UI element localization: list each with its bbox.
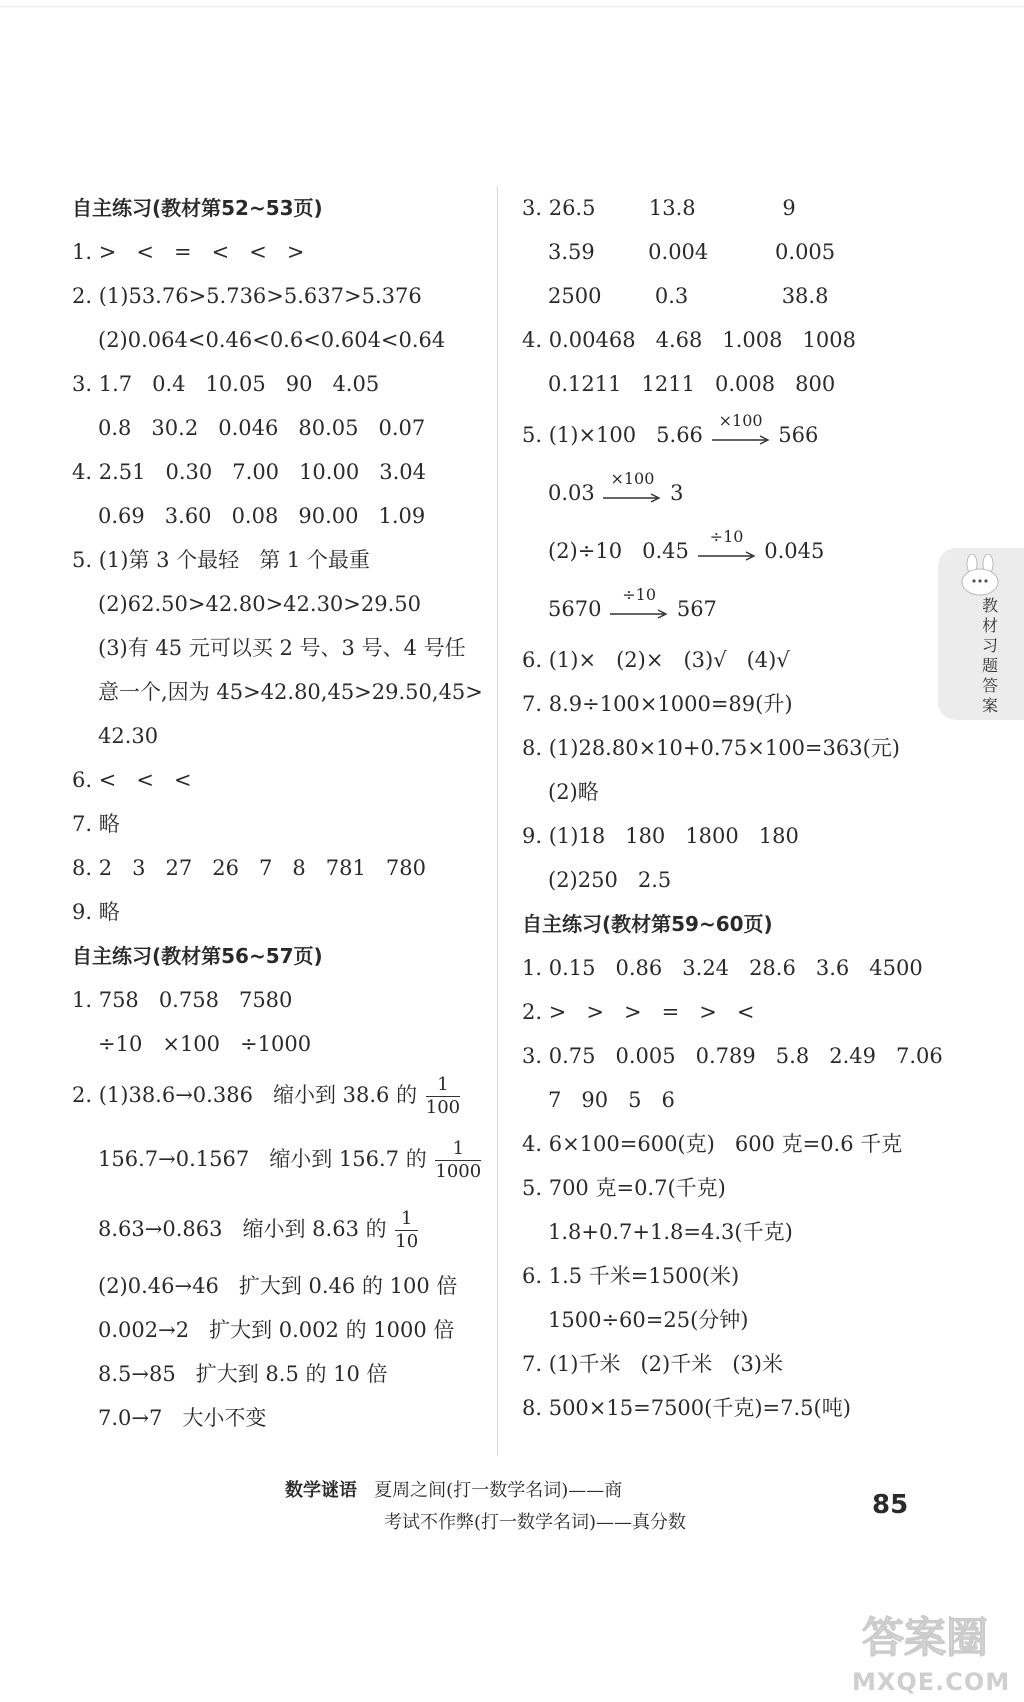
answer-result: 3 [670,481,684,505]
labeled-arrow [610,584,668,621]
answer-result: 567 [676,597,717,621]
answer-text: 4. 2.51 0.30 7.00 10.00 3.04 [72,460,426,484]
answer-line [72,450,482,494]
fraction-denominator: 1000 [435,1161,482,1182]
answer-text: 5. (1)第 3 个最轻 第 1 个最重 [72,548,370,572]
labeled-arrow [712,410,770,447]
answer-line [522,682,952,726]
answer-line [72,494,482,538]
answer-text: 9. 略 [72,900,120,924]
answer-line [522,638,952,682]
answer-text: 8. 500×15=7500(千克)=7.5(吨) [522,1396,851,1420]
answer-text: 5. (1)×100 5.66 [522,423,703,447]
section-heading [72,186,482,230]
answer-text: (2)250 2.5 [548,868,672,892]
section-heading [522,902,952,946]
answer-text: (2)0.46→46 扩大到 0.46 的 100 倍 [98,1274,458,1298]
answer-text: (2)62.50>42.80>42.30>29.50 [98,592,422,616]
arrow-icon [712,435,770,445]
answer-line [72,1124,482,1194]
answer-line [72,406,482,450]
answer-text: 0.8 30.2 0.046 80.05 0.07 [98,416,426,440]
answer-line [522,1034,952,1078]
fraction [395,1210,418,1251]
answer-text: 0.1211 1211 0.008 800 [548,372,836,396]
answer-text: 0.69 3.60 0.08 90.00 1.09 [98,504,426,528]
answer-line [72,846,482,890]
top-rule [0,6,1024,7]
answer-text: 3. 0.75 0.005 0.789 5.8 2.49 7.06 [522,1044,943,1068]
answer-line [72,1308,482,1352]
answer-text: 156.7→0.1567 缩小到 156.7 的 [98,1147,427,1171]
arrow-operation: ×100 [610,468,655,488]
footer-riddle-2: 考试不作弊(打一数学名词)——真分数 [384,1512,687,1533]
answer-line [72,1352,482,1396]
right-answer-column [522,186,952,1430]
answer-text: 9. (1)18 180 1800 180 [522,824,799,848]
answer-line [522,1254,952,1298]
answer-text: (3)有 45 元可以买 2 号、3 号、4 号任 [98,636,466,660]
answer-line [72,1022,482,1066]
answer-line [72,626,482,670]
answer-line [522,274,952,318]
fraction-numerator: 1 [435,1140,481,1161]
answer-line [522,1386,952,1430]
footer-riddle-1 [285,1476,622,1502]
answer-line [522,814,952,858]
answer-text: 0.002→2 扩大到 0.002 的 1000 倍 [98,1318,455,1342]
answer-result: 566 [778,423,819,447]
answer-line [72,890,482,934]
answer-text: 1.8+0.7+1.8=4.3(千克) [548,1220,793,1244]
answer-line [522,946,952,990]
answer-text: 8. (1)28.80×10+0.75×100=363(元) [522,736,900,760]
answer-line [522,580,952,638]
riddle-text-1: 夏周之间(打一数学名词)——商 [374,1480,623,1501]
arrow-operation: ×100 [718,410,763,430]
answer-text: 1. > < = < < > [72,240,305,264]
answer-line [522,464,952,522]
answer-line [72,1396,482,1440]
answer-line [522,230,952,274]
answer-text: 6. 1.5 千米=1500(米) [522,1264,740,1288]
watermark-logo-text: 答案圈 [862,1613,989,1662]
answer-text: 4. 0.00468 4.68 1.008 1008 [522,328,856,352]
answer-line [72,1194,482,1264]
answer-line [72,274,482,318]
answer-text: 42.30 [98,724,159,748]
answer-line [72,670,482,714]
answer-text: 8.5→85 扩大到 8.5 的 10 倍 [98,1362,388,1386]
answer-text: 1. 758 0.758 7580 [72,988,293,1012]
answer-line [522,990,952,1034]
fraction-numerator: 1 [426,1076,460,1097]
answer-line [522,770,952,814]
answer-text: 7. (1)千米 (2)千米 (3)米 [522,1352,784,1376]
answer-line [72,714,482,758]
left-answer-column [72,186,482,1440]
answer-line [72,318,482,362]
arrow-operation: ÷10 [709,526,744,546]
answer-line [72,538,482,582]
answer-text: (2)略 [548,780,599,804]
watermark-logo [858,1606,1018,1666]
answer-result: 0.045 [764,539,825,563]
answer-line [522,1078,952,1122]
answer-line [522,186,952,230]
answer-text: 6. < < < [72,768,192,792]
answer-line [72,802,482,846]
answer-text: (2)÷10 0.45 [548,539,689,563]
labeled-arrow [698,526,756,563]
riddle-label: 数学谜语 [285,1480,357,1501]
answer-text: 5670 [548,597,602,621]
answer-line [522,726,952,770]
answer-text: 5. 700 克=0.7(千克) [522,1176,726,1200]
answer-text: 8.63→0.863 缩小到 8.63 的 [98,1217,387,1241]
answer-line [72,758,482,802]
answer-line [522,1166,952,1210]
answer-line [72,582,482,626]
answer-line [72,1066,482,1124]
answer-text: 8. 2 3 27 26 7 8 781 780 [72,856,426,880]
answer-text: 2. > > > = > < [522,1000,755,1024]
fraction-denominator: 10 [395,1231,419,1252]
arrow-icon [603,493,661,503]
answer-line [72,362,482,406]
fraction-numerator: 1 [395,1210,418,1231]
page-number: 85 [872,1490,909,1520]
answer-line [72,230,482,274]
answer-line [522,1298,952,1342]
answer-text: 7. 略 [72,812,120,836]
answer-text: 3. 26.5 13.8 9 [522,196,796,220]
answer-line [522,1210,952,1254]
answer-line [522,1342,952,1386]
labeled-arrow [603,468,661,505]
answer-text: 1500÷60=25(分钟) [548,1308,749,1332]
answer-line [522,1122,952,1166]
section-heading [72,934,482,978]
side-tab-label: 教材习题答案 [981,596,998,715]
section-heading-text: 自主练习(教材第56~57页) [72,944,323,968]
arrow-icon [610,609,668,619]
answer-text: 3.59 0.004 0.005 [548,240,836,264]
answer-text: 4. 6×100=600(克) 600 克=0.6 千克 [522,1132,903,1156]
column-divider [497,186,498,1456]
arrow-icon [698,551,756,561]
section-heading-text: 自主练习(教材第52~53页) [72,196,323,220]
fraction-denominator: 100 [425,1097,461,1118]
answer-line [522,318,952,362]
answer-text: 0.03 [548,481,595,505]
answer-line [72,978,482,1022]
bunny-icon [950,554,1012,598]
answer-text: 3. 1.7 0.4 10.05 90 4.05 [72,372,380,396]
answer-line [522,858,952,902]
answer-text: 2. (1)38.6→0.386 缩小到 38.6 的 [72,1083,418,1107]
answer-line [522,362,952,406]
answer-text: 1. 0.15 0.86 3.24 28.6 3.6 4500 [522,956,923,980]
watermark-url: MXQE.COM [852,1668,1011,1696]
answer-text: 7 90 5 6 [548,1088,675,1112]
answer-text: 意一个,因为 45>42.80,45>29.50,45> [98,680,483,704]
answer-text: (2)0.064<0.46<0.6<0.604<0.64 [98,328,446,352]
answer-text: 7.0→7 大小不变 [98,1406,267,1430]
arrow-operation: ÷10 [622,584,657,604]
answer-text: ÷10 ×100 ÷1000 [98,1032,312,1056]
answer-line [522,522,952,580]
answer-line [522,406,952,464]
side-tab [938,548,1024,720]
fraction [435,1140,481,1181]
answer-text: 6. (1)× (2)× (3)√ (4)√ [522,648,790,672]
fraction [426,1076,460,1117]
section-heading-text: 自主练习(教材第59~60页) [522,912,773,936]
answer-line [72,1264,482,1308]
answer-text: 2. (1)53.76>5.736>5.637>5.376 [72,284,422,308]
answer-text: 7. 8.9÷100×1000=89(升) [522,692,793,716]
answer-text: 2500 0.3 38.8 [548,284,829,308]
